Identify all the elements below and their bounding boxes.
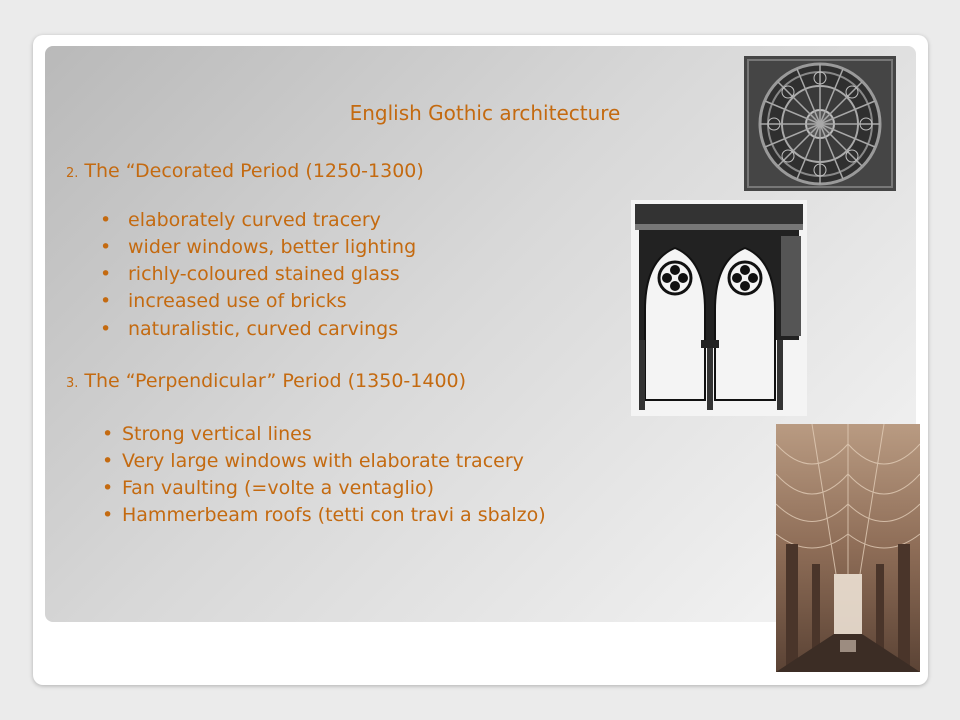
section-3-heading-text: The “Perpendicular” Period (1350-1400): [84, 370, 467, 392]
list-item: • wider windows, better lighting: [100, 236, 417, 258]
slide-title: English Gothic architecture: [349, 101, 621, 125]
fan-vault-image: [776, 424, 920, 672]
section-2-heading: [66, 160, 424, 182]
list-item: • Hammerbeam roofs (tetti con travi a sbalzo): [102, 504, 546, 526]
arches-image: [631, 200, 807, 416]
section-2-number: 2.: [66, 166, 79, 181]
section-3-heading: [66, 370, 466, 392]
rose-window-image: [744, 56, 896, 191]
list-item: • richly-coloured stained glass: [100, 263, 400, 285]
list-item: • elaborately curved tracery: [100, 209, 381, 231]
list-item: • Strong vertical lines: [102, 423, 312, 445]
list-item: • increased use of bricks: [100, 290, 347, 312]
section-3-number: 3.: [66, 376, 79, 391]
list-item: • Fan vaulting (=volte a ventaglio): [102, 477, 435, 499]
section-2-heading-text: The “Decorated Period (1250-1300): [84, 160, 424, 182]
list-item: • Very large windows with elaborate tracery: [102, 450, 524, 472]
list-item: • naturalistic, curved carvings: [100, 318, 399, 340]
